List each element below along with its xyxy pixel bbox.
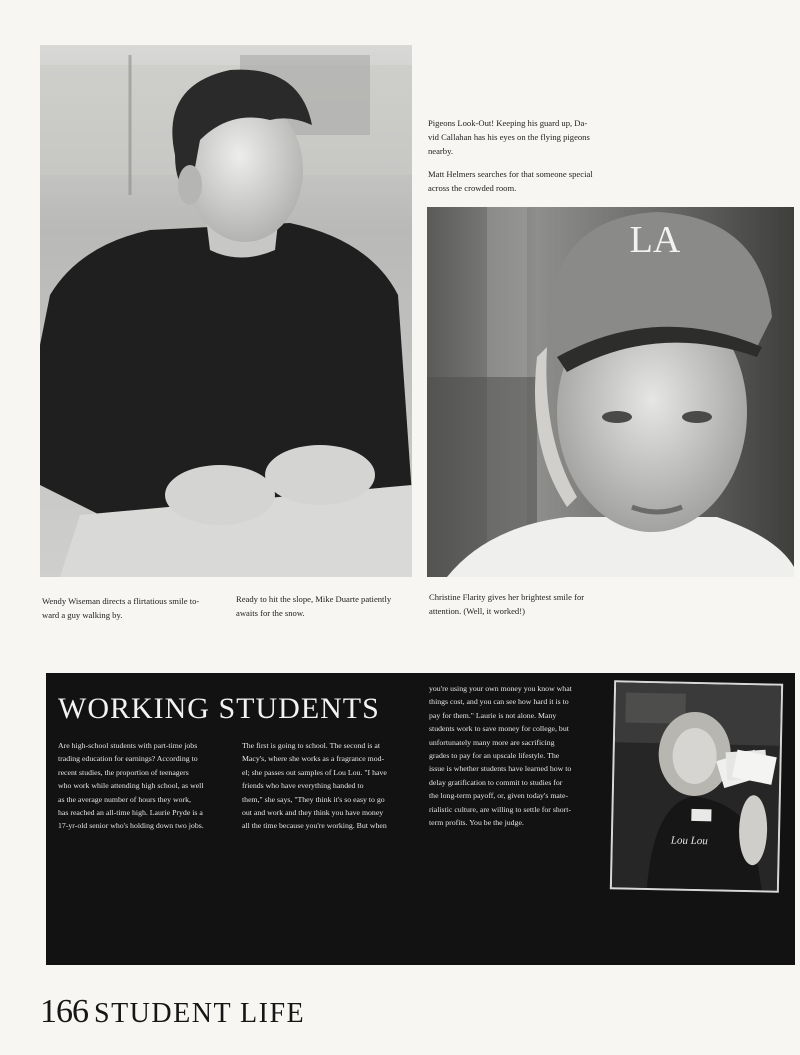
feature-line: unfortunately many more are sacrificing [429,737,555,747]
feature-line: out and work and they think you have money [242,808,384,818]
feature-line: students work to save money for college, but [429,724,569,734]
photo-david-callahan [40,45,412,577]
section-name: STUDENT LIFE [94,998,306,1029]
badge-text: Lou Lou [670,834,708,848]
feature-line: friends who have everything handed to [242,781,364,791]
feature-line: who work while attending high school, as well [58,781,204,791]
feature-line: things cost, and you can see how hard it is to [429,697,569,707]
feature-line: issue is whether students have learned how to [429,764,572,774]
caption-christine-flarity [429,590,619,618]
photo-laurie-pryde [610,680,783,892]
caption-line: Christine Flarity gives her brightest smile for [429,592,585,602]
caption-matt-helmers [428,167,618,195]
feature-line: Macy's, where she works as a fragrance mod- [242,754,385,764]
feature-line: 17-yr-old senior who's holding down two jobs. [58,821,204,831]
photo-matt-helmers [427,207,794,577]
caption-line: vid Callahan has his eyes on the flying pigeons [428,132,590,142]
page-number: 166 [40,993,88,1030]
caption-pigeons [428,116,618,158]
caption-line: ward a guy walking by. [42,610,123,620]
feature-line: you're using your own money you know what [429,684,572,693]
photo-david-callahan-image [40,45,412,577]
feature-column-3 [429,682,599,829]
feature-line: trading education for earnings? According to [58,754,198,764]
feature-line: delay gratification to commit to studies for [429,777,563,787]
caption-line: attention. (Well, it worked!) [429,606,525,616]
caption-line: across the crowded room. [428,183,517,193]
feature-line: recent studies, the proportion of teenagers [58,767,189,777]
feature-line: rialistic culture, are willing to settle for short- [429,804,572,814]
feature-line: them," she says, "They think it's so easy to go [242,794,385,804]
caption-line: Wendy Wiseman directs a flirtatious smile to- [42,596,200,606]
photo-laurie-pryde-image [612,682,781,890]
cap-logo-text: LA [629,219,681,261]
feature-line: has reached an all-time high. Laurie Pryde is a [58,808,203,818]
feature-line: el; she passes out samples of Lou Lou. "I have [242,767,387,777]
caption-wendy-wiseman [42,594,232,622]
feature-line: term profits. You be the judge. [429,818,524,828]
feature-line: pay for them." Laurie is not alone. Many [429,710,557,720]
photo-matt-helmers-image [427,207,794,577]
caption-mike-duarte [236,592,426,620]
page-folio [40,993,305,1031]
feature-line: the long-term payoff, or, given today's mate- [429,791,569,801]
feature-column-1 [58,739,228,833]
feature-line: all the time because you're working. But when [242,821,387,831]
caption-line: Ready to hit the slope, Mike Duarte patiently [236,594,392,604]
feature-line: as the average number of hours they work, [58,794,191,804]
feature-line: grades to pay for an upscale lifestyle. The [429,751,560,761]
feature-column-2 [242,739,414,833]
caption-line: awaits for the snow. [236,608,305,618]
feature-line: Are high-school students with part-time jobs [58,741,198,750]
feature-line: The first is going to school. The second is at [242,741,381,750]
feature-title: WORKING STUDENTS [58,692,380,725]
caption-line: Matt Helmers searches for that someone special [428,169,593,179]
caption-line: Pigeons Look-Out! Keeping his guard up, Da- [428,118,588,128]
caption-line: nearby. [428,146,453,156]
